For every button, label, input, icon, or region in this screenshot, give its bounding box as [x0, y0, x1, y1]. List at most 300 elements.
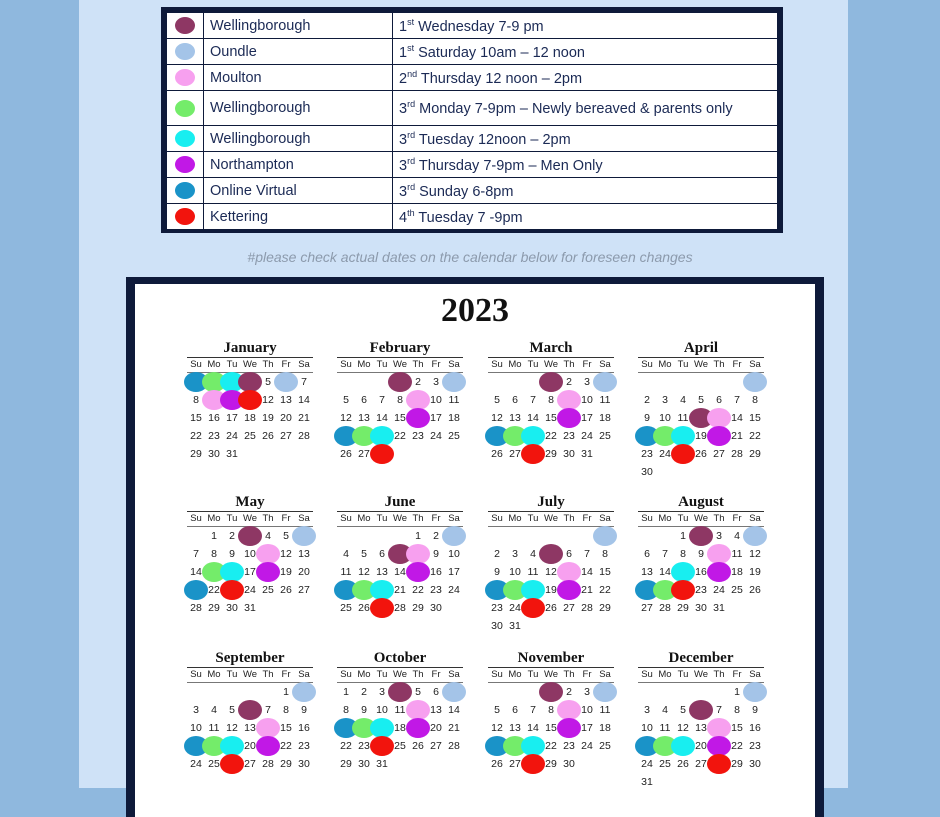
day-number: 8 — [752, 394, 758, 406]
day-number: 24 — [448, 584, 460, 596]
day-number: 3 — [584, 686, 590, 698]
day-cell — [542, 373, 560, 391]
legend-row — [167, 39, 778, 65]
day-cell — [241, 409, 259, 427]
day-number: 16 — [298, 722, 310, 734]
weekday-label: Mo — [508, 513, 522, 524]
day-cell — [277, 737, 295, 755]
day-cell — [746, 581, 764, 599]
weekday-label: We — [242, 513, 258, 524]
day-number: 6 — [644, 548, 650, 560]
day-cell — [187, 599, 205, 617]
day-cell — [728, 445, 746, 463]
day-number: 15 — [280, 722, 292, 734]
month-name: May — [187, 494, 313, 512]
empty-cell — [355, 373, 373, 391]
weekday-label: Fr — [431, 359, 441, 370]
day-number: 17 — [581, 722, 593, 734]
day-number: 5 — [680, 704, 686, 716]
day-cell — [373, 737, 391, 755]
month-name: October — [337, 650, 463, 668]
day-number: 21 — [298, 412, 310, 424]
day-cell — [728, 409, 746, 427]
day-cell — [488, 409, 506, 427]
legend-ordinal: 4 — [399, 209, 408, 226]
day-number: 14 — [527, 722, 539, 734]
day-cell — [578, 719, 596, 737]
legend-color-dot — [175, 43, 195, 60]
empty-cell — [337, 373, 355, 391]
day-cell — [295, 719, 313, 737]
weekday-label: Sa — [448, 669, 460, 680]
month-may — [187, 494, 313, 617]
day-cell — [277, 563, 295, 581]
day-cell — [674, 445, 692, 463]
day-number: 5 — [343, 394, 349, 406]
day-cell — [524, 427, 542, 445]
day-number: 30 — [208, 448, 220, 460]
day-cell — [542, 755, 560, 773]
day-number: 4 — [734, 530, 740, 542]
day-cell — [728, 545, 746, 563]
day-number: 14 — [190, 566, 202, 578]
day-cell — [746, 737, 764, 755]
day-cell — [596, 373, 614, 391]
day-cell — [277, 373, 295, 391]
day-number: 29 — [749, 448, 761, 460]
day-number: 29 — [677, 602, 689, 614]
day-cell — [355, 755, 373, 773]
day-cell — [746, 545, 764, 563]
day-grid — [488, 527, 614, 635]
day-number: 11 — [340, 566, 352, 578]
month-name: April — [638, 340, 764, 358]
weekday-label: We — [392, 359, 408, 370]
day-number: 30 — [358, 758, 370, 770]
day-cell — [337, 563, 355, 581]
legend-ordinal-suffix: rd — [407, 181, 416, 192]
legend-time: Saturday 10am – 12 noon — [414, 44, 585, 61]
schedule-legend — [161, 7, 783, 233]
schedule-table — [166, 12, 778, 230]
day-cell — [295, 755, 313, 773]
day-cell — [445, 563, 463, 581]
day-number: 20 — [430, 722, 442, 734]
day-number: 31 — [376, 758, 388, 770]
day-cell — [295, 409, 313, 427]
day-number: 12 — [749, 548, 761, 560]
day-cell — [560, 391, 578, 409]
day-number: 1 — [680, 530, 686, 542]
day-number: 12 — [280, 548, 292, 560]
day-cell — [506, 545, 524, 563]
day-cell — [295, 563, 313, 581]
weekday-header — [337, 668, 463, 683]
day-number: 18 — [448, 412, 460, 424]
weekday-label: Tu — [527, 513, 539, 524]
day-cell — [409, 719, 427, 737]
day-cell — [656, 409, 674, 427]
day-cell — [710, 599, 728, 617]
day-cell — [409, 599, 427, 617]
day-number: 31 — [226, 448, 238, 460]
day-number: 22 — [545, 740, 557, 752]
day-cell — [596, 737, 614, 755]
day-cell — [337, 683, 355, 701]
day-number: 30 — [491, 620, 503, 632]
day-cell — [445, 683, 463, 701]
day-number: 19 — [262, 412, 274, 424]
day-number: 28 — [581, 602, 593, 614]
weekday-label: Tu — [226, 513, 238, 524]
day-cell — [259, 409, 277, 427]
day-number: 23 — [430, 584, 442, 596]
weekday-header — [488, 512, 614, 527]
day-cell — [391, 427, 409, 445]
day-number: 3 — [433, 376, 439, 388]
day-number: 31 — [581, 448, 593, 460]
event-marker — [593, 526, 617, 546]
day-cell — [638, 773, 656, 791]
day-number: 27 — [509, 448, 521, 460]
day-number: 7 — [584, 548, 590, 560]
day-cell — [524, 737, 542, 755]
day-grid — [187, 527, 313, 617]
day-number: 27 — [430, 740, 442, 752]
day-grid — [638, 373, 764, 481]
day-cell — [728, 581, 746, 599]
day-cell — [524, 445, 542, 463]
day-number: 8 — [734, 704, 740, 716]
day-grid — [337, 683, 463, 773]
day-number: 15 — [599, 566, 611, 578]
day-cell — [542, 737, 560, 755]
day-cell — [445, 427, 463, 445]
day-cell — [746, 719, 764, 737]
day-cell — [506, 391, 524, 409]
legend-color-dot — [175, 17, 195, 34]
empty-cell — [692, 683, 710, 701]
day-cell — [373, 445, 391, 463]
day-cell — [524, 599, 542, 617]
day-cell — [337, 755, 355, 773]
day-cell — [205, 545, 223, 563]
legend-color-dot — [175, 182, 195, 199]
day-cell — [337, 545, 355, 563]
day-number: 22 — [340, 740, 352, 752]
day-number: 24 — [430, 430, 442, 442]
day-cell — [692, 701, 710, 719]
day-cell — [560, 581, 578, 599]
day-cell — [445, 527, 463, 545]
day-number: 25 — [244, 430, 256, 442]
calendar-year: 2023 — [441, 292, 509, 329]
legend-row — [167, 126, 778, 152]
event-marker — [593, 682, 617, 702]
day-number: 13 — [430, 704, 442, 716]
day-cell — [506, 409, 524, 427]
day-cell — [409, 527, 427, 545]
legend-time: Thursday 12 noon – 2pm — [417, 70, 583, 87]
day-cell — [391, 373, 409, 391]
day-cell — [710, 409, 728, 427]
weekday-header — [638, 668, 764, 683]
day-number: 7 — [530, 704, 536, 716]
empty-cell — [337, 527, 355, 545]
day-cell — [445, 373, 463, 391]
day-cell — [187, 545, 205, 563]
day-number: 27 — [713, 448, 725, 460]
day-cell — [656, 545, 674, 563]
day-cell — [638, 755, 656, 773]
legend-location: Oundle — [204, 39, 393, 65]
day-cell — [259, 737, 277, 755]
day-number: 26 — [340, 448, 352, 460]
day-cell — [409, 545, 427, 563]
day-cell — [728, 427, 746, 445]
day-cell — [205, 719, 223, 737]
day-cell — [295, 737, 313, 755]
empty-cell — [355, 527, 373, 545]
empty-cell — [391, 527, 409, 545]
weekday-label: Mo — [207, 513, 221, 524]
day-number: 28 — [659, 602, 671, 614]
day-cell — [488, 617, 506, 635]
day-number: 14 — [448, 704, 460, 716]
day-number: 2 — [229, 530, 235, 542]
weekday-label: Tu — [527, 669, 539, 680]
day-number: 19 — [695, 430, 707, 442]
legend-ordinal: 3 — [399, 100, 408, 117]
day-number: 20 — [695, 740, 707, 752]
weekday-label: We — [242, 669, 258, 680]
day-number: 3 — [644, 704, 650, 716]
weekday-label: Th — [412, 669, 424, 680]
legend-schedule — [393, 126, 778, 152]
legend-schedule — [393, 178, 778, 204]
legend-location: Moulton — [204, 65, 393, 91]
day-number: 25 — [599, 430, 611, 442]
day-cell — [355, 683, 373, 701]
day-cell — [205, 427, 223, 445]
weekday-label: Sa — [749, 669, 761, 680]
day-number: 3 — [584, 376, 590, 388]
day-cell — [445, 737, 463, 755]
weekday-label: We — [242, 359, 258, 370]
day-cell — [427, 737, 445, 755]
day-cell — [223, 737, 241, 755]
day-cell — [205, 527, 223, 545]
weekday-label: Th — [713, 359, 725, 370]
event-marker — [370, 444, 394, 464]
day-cell — [542, 545, 560, 563]
weekday-label: Th — [563, 359, 575, 370]
day-cell — [409, 683, 427, 701]
day-number: 10 — [581, 704, 593, 716]
day-cell — [295, 391, 313, 409]
legend-ordinal-suffix: th — [407, 207, 415, 218]
calendar-frame — [126, 277, 824, 817]
day-cell — [728, 563, 746, 581]
day-cell — [391, 737, 409, 755]
day-number: 6 — [512, 704, 518, 716]
empty-cell — [692, 373, 710, 391]
day-number: 19 — [749, 566, 761, 578]
legend-time: Sunday 6-8pm — [415, 183, 514, 200]
day-number: 11 — [527, 566, 539, 578]
event-marker — [442, 526, 466, 546]
day-cell — [445, 409, 463, 427]
day-number: 24 — [509, 602, 521, 614]
legend-schedule — [393, 204, 778, 230]
day-number: 6 — [566, 548, 572, 560]
legend-ordinal: 3 — [399, 183, 408, 200]
day-cell — [674, 391, 692, 409]
empty-cell — [560, 527, 578, 545]
day-number: 22 — [394, 430, 406, 442]
empty-cell — [187, 683, 205, 701]
day-cell — [355, 563, 373, 581]
day-cell — [746, 563, 764, 581]
day-number: 30 — [695, 602, 707, 614]
empty-cell — [506, 527, 524, 545]
legend-color-dot — [175, 100, 195, 117]
day-cell — [506, 719, 524, 737]
event-marker — [593, 372, 617, 392]
event-marker — [743, 526, 767, 546]
legend-schedule — [393, 13, 778, 39]
day-number: 18 — [394, 722, 406, 734]
day-number: 10 — [659, 412, 671, 424]
legend-location: Wellingborough — [204, 91, 393, 126]
day-cell — [241, 391, 259, 409]
day-cell — [277, 545, 295, 563]
weekday-label: Su — [641, 359, 653, 370]
legend-row — [167, 65, 778, 91]
day-number: 13 — [509, 722, 521, 734]
day-cell — [524, 719, 542, 737]
month-june — [337, 494, 463, 617]
legend-swatch-cell — [167, 178, 204, 204]
day-number: 26 — [262, 430, 274, 442]
day-number: 8 — [211, 548, 217, 560]
day-cell — [241, 427, 259, 445]
day-cell — [337, 599, 355, 617]
day-number: 24 — [659, 448, 671, 460]
day-grid — [638, 527, 764, 617]
day-number: 11 — [677, 412, 689, 424]
day-number: 10 — [244, 548, 256, 560]
day-cell — [710, 581, 728, 599]
day-number: 12 — [491, 412, 503, 424]
day-number: 25 — [394, 740, 406, 752]
day-number: 8 — [548, 704, 554, 716]
day-cell — [488, 755, 506, 773]
month-name: August — [638, 494, 764, 512]
legend-ordinal-suffix: rd — [407, 129, 416, 140]
day-number: 17 — [581, 412, 593, 424]
day-cell — [638, 563, 656, 581]
day-number: 3 — [716, 530, 722, 542]
day-cell — [337, 409, 355, 427]
month-july — [488, 494, 614, 635]
legend-row — [167, 13, 778, 39]
day-number: 26 — [695, 448, 707, 460]
day-number: 2 — [361, 686, 367, 698]
day-cell — [488, 391, 506, 409]
day-cell — [373, 719, 391, 737]
day-cell — [710, 527, 728, 545]
weekday-label: Mo — [508, 359, 522, 370]
weekday-label: We — [392, 669, 408, 680]
weekday-label: Th — [563, 669, 575, 680]
day-cell — [710, 545, 728, 563]
day-cell — [638, 719, 656, 737]
day-cell — [277, 581, 295, 599]
day-cell — [524, 581, 542, 599]
day-number: 13 — [376, 566, 388, 578]
day-cell — [524, 755, 542, 773]
legend-ordinal-suffix: st — [407, 16, 415, 27]
day-cell — [241, 755, 259, 773]
day-cell — [710, 427, 728, 445]
day-cell — [746, 409, 764, 427]
weekday-label: Su — [190, 669, 202, 680]
day-cell — [223, 719, 241, 737]
day-number: 27 — [358, 448, 370, 460]
day-cell — [187, 581, 205, 599]
day-cell — [355, 391, 373, 409]
day-cell — [638, 545, 656, 563]
weekday-label: We — [543, 359, 559, 370]
day-number: 24 — [226, 430, 238, 442]
empty-cell — [524, 527, 542, 545]
day-number: 9 — [698, 548, 704, 560]
day-cell — [355, 701, 373, 719]
day-number: 7 — [716, 704, 722, 716]
day-cell — [560, 737, 578, 755]
day-cell — [337, 445, 355, 463]
empty-cell — [674, 683, 692, 701]
day-cell — [409, 701, 427, 719]
day-number: 23 — [491, 602, 503, 614]
legend-time: Wednesday 7-9 pm — [414, 18, 544, 35]
day-number: 14 — [659, 566, 671, 578]
day-number: 28 — [731, 448, 743, 460]
day-cell — [427, 719, 445, 737]
day-number: 8 — [680, 548, 686, 560]
day-cell — [710, 701, 728, 719]
day-cell — [506, 563, 524, 581]
day-cell — [277, 409, 295, 427]
day-number: 30 — [298, 758, 310, 770]
day-number: 5 — [283, 530, 289, 542]
day-cell — [728, 701, 746, 719]
day-number: 27 — [563, 602, 575, 614]
month-name: July — [488, 494, 614, 512]
weekday-label: We — [392, 513, 408, 524]
day-cell — [488, 545, 506, 563]
weekday-label: Mo — [357, 359, 371, 370]
day-cell — [596, 701, 614, 719]
day-cell — [427, 563, 445, 581]
day-cell — [638, 463, 656, 481]
day-number: 30 — [563, 758, 575, 770]
day-cell — [445, 545, 463, 563]
day-cell — [488, 701, 506, 719]
day-number: 7 — [193, 548, 199, 560]
day-number: 25 — [448, 430, 460, 442]
